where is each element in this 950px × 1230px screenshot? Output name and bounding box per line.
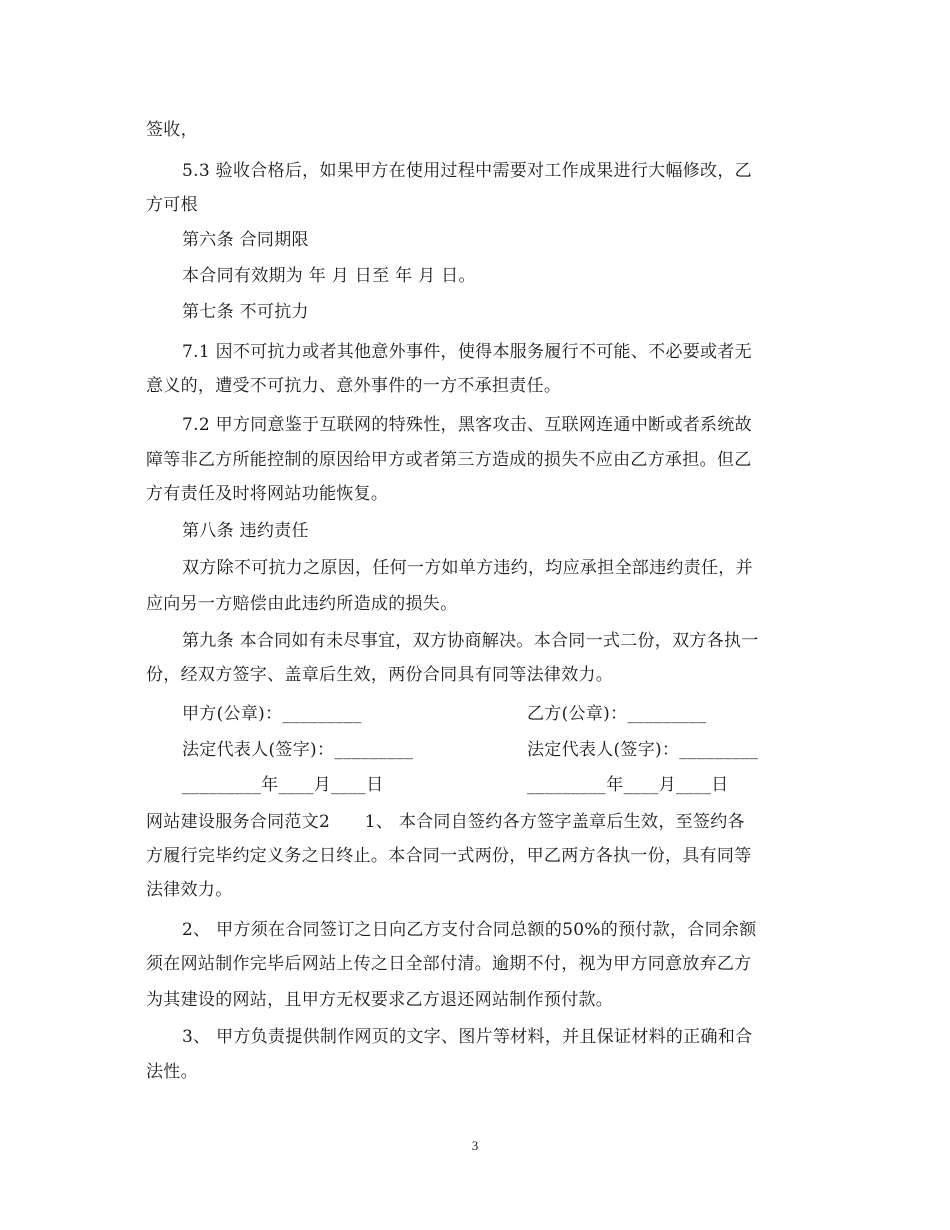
- section-heading: 第七条 不可抗力: [182, 302, 309, 322]
- text-line: 为其建设的网站，且甲方无权要求乙方退还网站制作预付款。: [146, 990, 614, 1010]
- text-line: 方可根: [146, 195, 198, 215]
- text-line: 应向另一方赔偿由此违约所造成的损失。: [146, 594, 458, 614]
- text-line: 份，经双方签字、盖章后生效，两份合同具有同等法律效力。: [146, 665, 614, 685]
- party-b-date-line: _________年____月____日: [527, 775, 729, 795]
- party-a-representative-line: 法定代表人(签字)：_________: [182, 740, 414, 760]
- text-line: 法性。: [146, 1062, 198, 1082]
- text-line: 第九条 本合同如有未尽事宜，双方协商解决。本合同一式二份，双方各执一: [182, 631, 759, 651]
- party-a-date-line: _________年____月____日: [182, 775, 384, 795]
- text-line: 2、 甲方须在合同签订之日向乙方支付合同总额的50%的预付款，合同余额: [182, 920, 757, 940]
- text-line: 方有责任及时将网站功能恢复。: [146, 484, 389, 504]
- text-line: 签收，: [146, 120, 198, 140]
- text-line: 方履行完毕约定义务之日终止。本合同一式两份，甲乙两方各执一份，具有同等: [146, 846, 752, 866]
- text-line: 双方除不可抗力之原因，任何一方如单方违约，均应承担全部违约责任，并: [182, 558, 753, 578]
- text-line: 7.2 甲方同意鉴于互联网的特殊性，黑客攻击、互联网连通中断或者系统故: [182, 415, 752, 435]
- text-line: 网站建设服务合同范文2 1、 本合同自签约各方签字盖章后生效，至签约各: [146, 812, 745, 832]
- party-a-seal-line: 甲方(公章)：_________: [182, 704, 362, 724]
- text-line: 5.3 验收合格后，如果甲方在使用过程中需要对工作成果进行大幅修改，乙: [182, 161, 752, 181]
- text-line: 本合同有效期为 年 月 日至 年 月 日。: [182, 266, 476, 286]
- section-heading: 第八条 违约责任: [182, 521, 309, 541]
- party-b-representative-line: 法定代表人(签字)：_________: [527, 740, 759, 760]
- section-heading: 第六条 合同期限: [182, 230, 309, 250]
- party-b-seal-line: 乙方(公章)：_________: [527, 704, 707, 724]
- text-line: 意义的，遭受不可抗力、意外事件的一方不承担责任。: [146, 376, 562, 396]
- text-line: 3、 甲方负责提供制作网页的文字、图片等材料，并且保证材料的正确和合: [182, 1027, 753, 1047]
- text-line: 须在网站制作完毕后网站上传之日全部付清。逾期不付，视为甲方同意放弃乙方: [146, 954, 752, 974]
- text-line: 障等非乙方所能控制的原因给甲方或者第三方造成的损失不应由乙方承担。但乙: [146, 450, 752, 470]
- text-line: 7.1 因不可抗力或者其他意外事件，使得本服务履行不可能、不必要或者无: [182, 342, 752, 362]
- text-line: 法律效力。: [146, 880, 233, 900]
- page-number: 3: [471, 1138, 479, 1153]
